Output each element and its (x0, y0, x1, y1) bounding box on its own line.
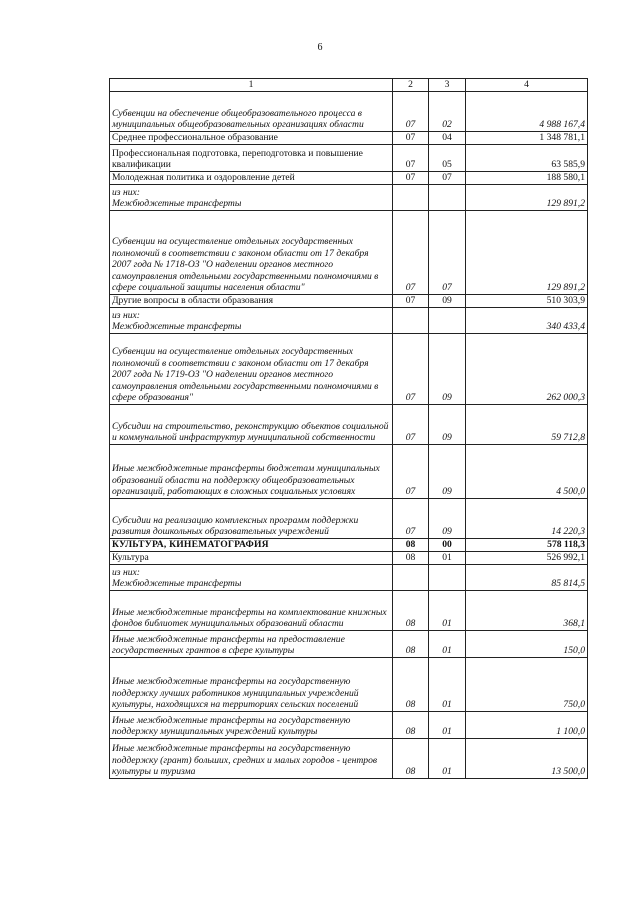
row-section (393, 565, 429, 591)
table-row (110, 739, 588, 779)
row-name: из них: Межбюджетные трансферты (110, 565, 393, 591)
row-subsection: 07 (429, 172, 466, 185)
row-section: 07 (393, 172, 429, 185)
row-section: 08 (393, 739, 429, 779)
row-name: Иные межбюджетные трансферты на предоставление государственных грантов в сфере культуры (110, 631, 393, 658)
table-row (110, 145, 588, 172)
row-amount: 526 992,1 (466, 552, 588, 565)
row-subsection: 00 (429, 539, 466, 552)
table-row (110, 565, 588, 591)
row-amount: 578 118,3 (466, 539, 588, 552)
table-row (110, 295, 588, 308)
row-name: Субсидии на строительство, реконструкцию объектов социальной и коммунальной инфраструктур муниципальной собственности (110, 405, 393, 445)
row-section: 07 (393, 499, 429, 539)
table-row (110, 405, 588, 445)
row-name: Иные межбюджетные трансферты бюджетам муниципальных образований области на поддержку общеобразовательных организаций, работающих в сложных социальных условиях (110, 445, 393, 499)
row-name: из них: Межбюджетные трансферты (110, 308, 393, 334)
row-subsection: 04 (429, 132, 466, 145)
row-name: Иные межбюджетные трансферты на государственную поддержку лучших работников муниципальных учреждений культуры, находящихся на территориях сельских поселений (110, 658, 393, 712)
row-section: 08 (393, 552, 429, 565)
row-amount: 129 891,2 (466, 185, 588, 211)
row-amount: 368,1 (466, 591, 588, 631)
row-subsection: 01 (429, 712, 466, 739)
table-row (110, 552, 588, 565)
row-amount: 129 891,2 (466, 211, 588, 295)
row-name: Иные межбюджетные трансферты на комплектование книжных фондов библиотек муниципальных образований области (110, 591, 393, 631)
row-subsection (429, 565, 466, 591)
row-section: 07 (393, 92, 429, 132)
header-col-amount: 4 (466, 79, 588, 92)
page-number: 6 (317, 42, 323, 53)
row-amount: 14 220,3 (466, 499, 588, 539)
table-row (110, 172, 588, 185)
row-name: Иные межбюджетные трансферты на государственную поддержку муниципальных учреждений культуры (110, 712, 393, 739)
row-section: 07 (393, 405, 429, 445)
row-name: Иные межбюджетные трансферты на государственную поддержку (грант) больших, средних и малых городов - центров культуры и туризма (110, 739, 393, 779)
header-col-name: 1 (110, 79, 393, 92)
row-section: 08 (393, 631, 429, 658)
row-section: 08 (393, 539, 429, 552)
row-subsection: 01 (429, 658, 466, 712)
row-section: 08 (393, 658, 429, 712)
row-amount: 63 585,9 (466, 145, 588, 172)
row-name: из них: Межбюджетные трансферты (110, 185, 393, 211)
row-amount: 1 100,0 (466, 712, 588, 739)
table-row (110, 712, 588, 739)
row-section: 07 (393, 145, 429, 172)
row-subsection: 09 (429, 295, 466, 308)
row-amount: 188 580,1 (466, 172, 588, 185)
row-amount: 750,0 (466, 658, 588, 712)
row-subsection: 01 (429, 552, 466, 565)
row-name: Субвенции на обеспечение общеобразовательного процесса в муниципальных общеобразовательных организациях области (110, 92, 393, 132)
row-subsection (429, 308, 466, 334)
table-row (110, 445, 588, 499)
row-subsection: 09 (429, 334, 466, 405)
row-section: 07 (393, 211, 429, 295)
budget-table (109, 78, 588, 779)
row-section: 07 (393, 445, 429, 499)
header-col-subsection: 3 (429, 79, 466, 92)
table-row (110, 211, 588, 295)
row-amount: 510 303,9 (466, 295, 588, 308)
row-section (393, 308, 429, 334)
row-section: 08 (393, 591, 429, 631)
row-amount: 150,0 (466, 631, 588, 658)
row-name: Другие вопросы в области образования (110, 295, 393, 308)
header-col-section: 2 (393, 79, 429, 92)
row-subsection: 01 (429, 739, 466, 779)
table-row (110, 308, 588, 334)
row-section: 07 (393, 334, 429, 405)
table-row (110, 539, 588, 552)
row-subsection: 05 (429, 145, 466, 172)
row-name: Субсидии на реализацию комплексных программ поддержки развития дошкольных образовательных учреждений (110, 499, 393, 539)
row-section: 07 (393, 295, 429, 308)
row-subsection (429, 185, 466, 211)
row-section: 07 (393, 132, 429, 145)
row-name: Культура (110, 552, 393, 565)
row-amount: 85 814,5 (466, 565, 588, 591)
row-subsection: 09 (429, 499, 466, 539)
row-amount: 340 433,4 (466, 308, 588, 334)
table-row (110, 499, 588, 539)
row-amount: 262 000,3 (466, 334, 588, 405)
row-name: Молодежная политика и оздоровление детей (110, 172, 393, 185)
table-row (110, 132, 588, 145)
table-row (110, 631, 588, 658)
row-amount: 59 712,8 (466, 405, 588, 445)
row-name: КУЛЬТУРА, КИНЕМАТОГРАФИЯ (110, 539, 393, 552)
row-name: Субвенции на осуществление отдельных государственных полномочий в соответствии с законом области от 17 декабря 2007 года № 1718-ОЗ "О наделении органов местного самоуправления отдельными государственными полномочиями в сфере социальной защиты населения области" (110, 211, 393, 295)
row-amount: 4 988 167,4 (466, 92, 588, 132)
row-subsection: 07 (429, 211, 466, 295)
row-name: Среднее профессиональное образование (110, 132, 393, 145)
row-amount: 4 500,0 (466, 445, 588, 499)
table-row (110, 334, 588, 405)
table-row (110, 185, 588, 211)
row-subsection: 09 (429, 405, 466, 445)
row-subsection: 01 (429, 591, 466, 631)
table-header-row (110, 79, 588, 92)
row-amount: 1 348 781,1 (466, 132, 588, 145)
row-subsection: 01 (429, 631, 466, 658)
row-amount: 13 500,0 (466, 739, 588, 779)
row-name: Профессиональная подготовка, переподготовка и повышение квалификации (110, 145, 393, 172)
row-name: Субвенции на осуществление отдельных государственных полномочий в соответствии с законом области от 17 декабря 2007 года № 1719-ОЗ "О наделении органов местного самоуправления отдельными государственными полномочиями в сфере образования" (110, 334, 393, 405)
table-row (110, 591, 588, 631)
row-subsection: 02 (429, 92, 466, 132)
row-section (393, 185, 429, 211)
row-section: 08 (393, 712, 429, 739)
table-row (110, 658, 588, 712)
table-row (110, 92, 588, 132)
row-subsection: 09 (429, 445, 466, 499)
